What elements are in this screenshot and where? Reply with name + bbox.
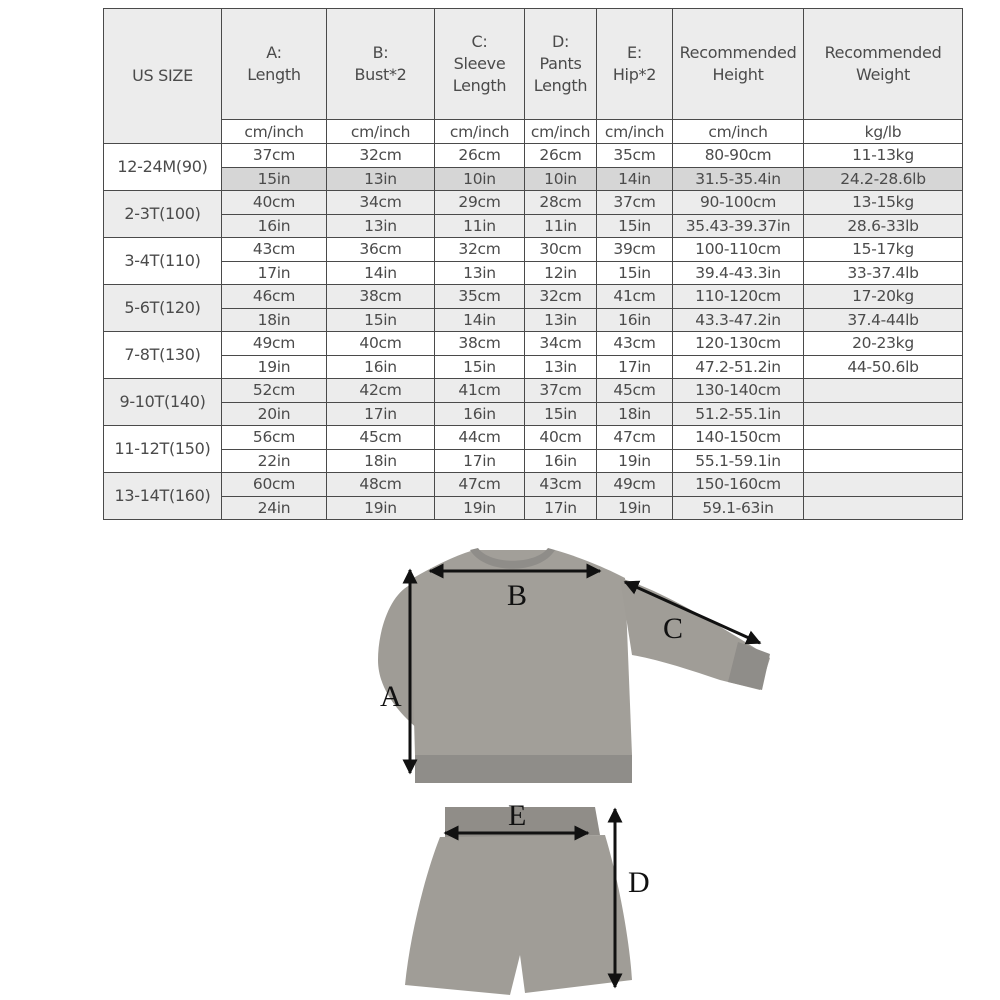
cell: 13in (525, 308, 597, 332)
table-row-in (104, 449, 963, 473)
cell: 17in (525, 496, 597, 520)
cell (804, 496, 963, 520)
cell: 19in (597, 496, 673, 520)
cell: 15in (525, 402, 597, 426)
cell: 43cm (525, 473, 597, 497)
table-row-in (104, 402, 963, 426)
sweatshirt-shape (378, 548, 770, 783)
cell: 18in (327, 449, 435, 473)
cell: 15in (435, 355, 525, 379)
cell: 38cm (435, 332, 525, 356)
cell: 56cm (222, 426, 327, 450)
size-label: 2-3T(100) (104, 191, 222, 238)
header-length: A: Length (222, 9, 327, 120)
cell: 35cm (435, 285, 525, 309)
cell: 17-20kg (804, 285, 963, 309)
header-pants-length: D: Pants Length (525, 9, 597, 120)
cell: 39cm (597, 238, 673, 262)
cell: 44cm (435, 426, 525, 450)
unit-cell: cm/inch (327, 120, 435, 144)
cell: 39.4-43.3in (673, 261, 804, 285)
size-label: 13-14T(160) (104, 473, 222, 520)
cell: 20-23kg (804, 332, 963, 356)
cell: 10in (525, 167, 597, 191)
cell: 19in (327, 496, 435, 520)
header-recommended-weight: Recommended Weight (804, 9, 963, 120)
table-row-cm (104, 144, 963, 168)
cell: 13in (327, 214, 435, 238)
cell: 49cm (597, 473, 673, 497)
cell: 15in (597, 214, 673, 238)
cell: 29cm (435, 191, 525, 215)
table-row-cm (104, 426, 963, 450)
cell: 24in (222, 496, 327, 520)
table-row-cm (104, 332, 963, 356)
table-row-cm (104, 285, 963, 309)
sweatshirt-illustration (370, 540, 790, 800)
unit-cell: cm/inch (222, 120, 327, 144)
cell: 43cm (597, 332, 673, 356)
cell: 32cm (327, 144, 435, 168)
cell: 90-100cm (673, 191, 804, 215)
cell: 44-50.6lb (804, 355, 963, 379)
cell: 13in (327, 167, 435, 191)
cell: 19in (435, 496, 525, 520)
cell: 37.4-44lb (804, 308, 963, 332)
cell: 49cm (222, 332, 327, 356)
label-b: B (507, 579, 528, 612)
cell: 37cm (222, 144, 327, 168)
size-group-5 (104, 379, 963, 426)
cell: 28cm (525, 191, 597, 215)
cell: 17in (597, 355, 673, 379)
cell: 13-15kg (804, 191, 963, 215)
cell: 11-13kg (804, 144, 963, 168)
table-row-cm (104, 238, 963, 262)
label-c: C (663, 612, 684, 645)
header-sleeve-length: C: Sleeve Length (435, 9, 525, 120)
cell: 16in (327, 355, 435, 379)
cell: 150-160cm (673, 473, 804, 497)
table-row-cm (104, 379, 963, 403)
cell: 14in (435, 308, 525, 332)
table-row-in (104, 214, 963, 238)
cell: 120-130cm (673, 332, 804, 356)
unit-cell: cm/inch (525, 120, 597, 144)
cell: 31.5-35.4in (673, 167, 804, 191)
cell: 80-90cm (673, 144, 804, 168)
cell: 47.2-51.2in (673, 355, 804, 379)
size-group-3 (104, 285, 963, 332)
cell: 20in (222, 402, 327, 426)
cell: 51.2-55.1in (673, 402, 804, 426)
cell: 33-37.4lb (804, 261, 963, 285)
cell: 10in (435, 167, 525, 191)
table-row-cm (104, 473, 963, 497)
size-group-4 (104, 332, 963, 379)
header-bust: B: Bust*2 (327, 9, 435, 120)
cell: 16in (597, 308, 673, 332)
label-a: A (380, 680, 402, 713)
cell: 16in (222, 214, 327, 238)
cell: 16in (435, 402, 525, 426)
cell (804, 426, 963, 450)
size-label: 7-8T(130) (104, 332, 222, 379)
header-us-size: US SIZE (104, 9, 222, 144)
unit-cell: cm/inch (435, 120, 525, 144)
cell: 52cm (222, 379, 327, 403)
label-d: D (628, 866, 650, 899)
cell: 17in (222, 261, 327, 285)
cell: 26cm (435, 144, 525, 168)
cell: 40cm (525, 426, 597, 450)
cell (804, 473, 963, 497)
cell: 18in (222, 308, 327, 332)
cell: 17in (327, 402, 435, 426)
cell: 15-17kg (804, 238, 963, 262)
cell: 15in (597, 261, 673, 285)
cell: 13in (435, 261, 525, 285)
cell: 35.43-39.37in (673, 214, 804, 238)
label-e: E (508, 799, 527, 832)
table-row-in (104, 355, 963, 379)
cell: 11in (435, 214, 525, 238)
size-label: 3-4T(110) (104, 238, 222, 285)
cell: 110-120cm (673, 285, 804, 309)
table-row-in (104, 167, 963, 191)
cell: 32cm (525, 285, 597, 309)
shorts-shape (405, 807, 632, 995)
cell: 41cm (435, 379, 525, 403)
size-label: 9-10T(140) (104, 379, 222, 426)
size-group-7 (104, 473, 963, 520)
size-chart-table (103, 8, 963, 520)
cell: 26cm (525, 144, 597, 168)
cell: 130-140cm (673, 379, 804, 403)
cell: 41cm (597, 285, 673, 309)
cell: 45cm (597, 379, 673, 403)
cell: 60cm (222, 473, 327, 497)
cell: 40cm (222, 191, 327, 215)
cell: 48cm (327, 473, 435, 497)
cell: 40cm (327, 332, 435, 356)
cell: 15in (327, 308, 435, 332)
cell: 37cm (525, 379, 597, 403)
table-row-in (104, 261, 963, 285)
unit-row (104, 120, 963, 144)
cell: 37cm (597, 191, 673, 215)
shorts-illustration (400, 795, 690, 1000)
cell: 47cm (597, 426, 673, 450)
cell: 38cm (327, 285, 435, 309)
table-row-in (104, 496, 963, 520)
cell: 32cm (435, 238, 525, 262)
cell: 17in (435, 449, 525, 473)
cell (804, 402, 963, 426)
cell: 35cm (597, 144, 673, 168)
cell: 28.6-33lb (804, 214, 963, 238)
cell: 59.1-63in (673, 496, 804, 520)
cell: 47cm (435, 473, 525, 497)
cell (804, 449, 963, 473)
cell: 19in (597, 449, 673, 473)
cell: 100-110cm (673, 238, 804, 262)
size-label: 12-24M(90) (104, 144, 222, 191)
cell: 42cm (327, 379, 435, 403)
cell: 140-150cm (673, 426, 804, 450)
cell: 11in (525, 214, 597, 238)
cell: 30cm (525, 238, 597, 262)
cell: 45cm (327, 426, 435, 450)
cell: 55.1-59.1in (673, 449, 804, 473)
unit-cell: kg/lb (804, 120, 963, 144)
cell: 12in (525, 261, 597, 285)
cell: 16in (525, 449, 597, 473)
cell: 22in (222, 449, 327, 473)
cell: 19in (222, 355, 327, 379)
cell: 36cm (327, 238, 435, 262)
size-group-1 (104, 191, 963, 238)
table-row-cm (104, 191, 963, 215)
cell: 14in (597, 167, 673, 191)
header-hip: E: Hip*2 (597, 9, 673, 120)
header-row (104, 9, 963, 120)
size-group-0 (104, 144, 963, 191)
cell: 14in (327, 261, 435, 285)
cell: 13in (525, 355, 597, 379)
cell: 34cm (327, 191, 435, 215)
cell: 43.3-47.2in (673, 308, 804, 332)
cell: 18in (597, 402, 673, 426)
unit-cell: cm/inch (597, 120, 673, 144)
table-row-in (104, 308, 963, 332)
size-label: 5-6T(120) (104, 285, 222, 332)
header-recommended-height: Recommended Height (673, 9, 804, 120)
cell: 24.2-28.6lb (804, 167, 963, 191)
size-group-6 (104, 426, 963, 473)
cell: 43cm (222, 238, 327, 262)
size-label: 11-12T(150) (104, 426, 222, 473)
cell: 46cm (222, 285, 327, 309)
size-group-2 (104, 238, 963, 285)
unit-cell: cm/inch (673, 120, 804, 144)
cell: 34cm (525, 332, 597, 356)
cell: 15in (222, 167, 327, 191)
cell (804, 379, 963, 403)
